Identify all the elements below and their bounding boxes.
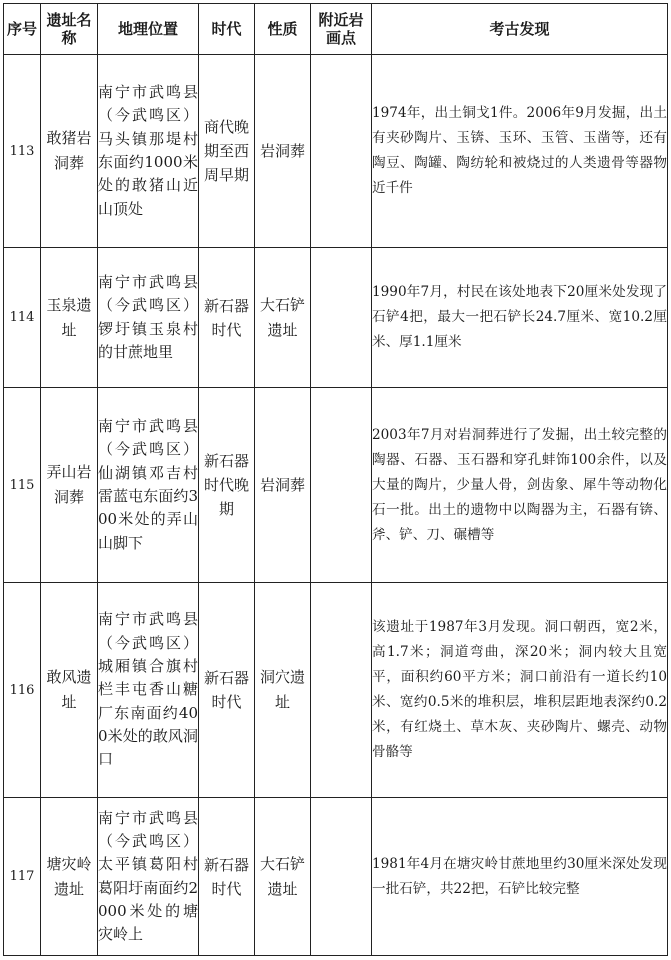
cell-no: 114 <box>4 248 41 388</box>
cell-nature: 大石铲遗址 <box>255 798 311 956</box>
table-row <box>4 388 668 583</box>
cell-rock-art <box>311 248 372 388</box>
header-location: 地理位置 <box>98 4 199 55</box>
table-row <box>4 55 668 248</box>
cell-no: 116 <box>4 583 41 798</box>
header-nature: 性质 <box>255 4 311 55</box>
header-site-name: 遗址名称 <box>41 4 98 55</box>
cell-location: 南宁市武鸣县（今武鸣区）马头镇那堤村东面约1000米处的敢猪山近山顶处 <box>98 55 199 248</box>
cell-no: 113 <box>4 55 41 248</box>
cell-site-name: 塘灾岭遗址 <box>41 798 98 956</box>
cell-nature: 岩洞葬 <box>255 388 311 583</box>
cell-rock-art <box>311 55 372 248</box>
cell-findings: 2003年7月对岩洞葬进行了发掘，出土较完整的陶器、石器、玉石器和穿孔蚌饰100余件，以及大量的陶片，少量人骨，剑齿象、犀牛等动物化石一批。出土的遗物中以陶器为主，石器有锛、斧、铲、刀、碾槽等 <box>372 388 668 583</box>
cell-nature: 岩洞葬 <box>255 55 311 248</box>
cell-findings: 1990年7月，村民在该处地表下20厘米处发现了石铲4把，最大一把石铲长24.7厘米、宽10.2厘米、厚1.1厘米 <box>372 248 668 388</box>
table-header <box>4 4 668 55</box>
cell-era: 新石器时代 <box>199 583 255 798</box>
header-findings: 考古发现 <box>372 4 668 55</box>
cell-location: 南宁市武鸣县（今武鸣区）城厢镇合旗村栏丰屯香山糖厂东南面约400米处的敢风洞口 <box>98 583 199 798</box>
cell-nature: 洞穴遗址 <box>255 583 311 798</box>
cell-rock-art <box>311 798 372 956</box>
cell-site-name: 弄山岩洞葬 <box>41 388 98 583</box>
header-row <box>4 4 668 55</box>
cell-rock-art <box>311 583 372 798</box>
cell-no: 115 <box>4 388 41 583</box>
table-row <box>4 583 668 798</box>
header-no: 序号 <box>4 4 41 55</box>
table-body <box>4 55 668 956</box>
cell-findings: 1981年4月在塘灾岭甘蔗地里约30厘米深处发现一批石铲，共22把，石铲比较完整 <box>372 798 668 956</box>
cell-site-name: 敢风遗址 <box>41 583 98 798</box>
header-rock-art: 附近岩画点 <box>311 4 372 55</box>
table-row <box>4 248 668 388</box>
cell-rock-art <box>311 388 372 583</box>
cell-era: 新石器时代 <box>199 248 255 388</box>
cell-site-name: 敢猪岩洞葬 <box>41 55 98 248</box>
cell-no: 117 <box>4 798 41 956</box>
archaeological-sites-table <box>3 3 668 956</box>
cell-era: 新石器时代 <box>199 798 255 956</box>
table-row <box>4 798 668 956</box>
header-era: 时代 <box>199 4 255 55</box>
cell-era: 新石器时代晚期 <box>199 388 255 583</box>
cell-nature: 大石铲遗址 <box>255 248 311 388</box>
cell-findings: 1974年，出土铜戈1件。2006年9月发掘，出土有夹砂陶片、玉锛、玉环、玉管、玉凿等，还有陶豆、陶罐、陶纺轮和被烧过的人类遗骨等器物近千件 <box>372 55 668 248</box>
cell-site-name: 玉泉遗址 <box>41 248 98 388</box>
cell-location: 南宁市武鸣县（今武鸣区）太平镇葛阳村葛阳圩南面约2000米处的塘灾岭上 <box>98 798 199 956</box>
cell-findings: 该遗址于1987年3月发现。洞口朝西，宽2米，高1.7米；洞道弯曲，深20米；洞内较大且宽平，面积约60平方米；洞口前沿有一道长约10米、宽约0.5米的堆积层，堆积层距地表深约0.2米，有红烧土、草木灰、夹砂陶片、螺壳、动物骨骼等 <box>372 583 668 798</box>
cell-location: 南宁市武鸣县（今武鸣区）仙湖镇邓吉村雷蓝屯东面约300米处的弄山山脚下 <box>98 388 199 583</box>
cell-era: 商代晚期至西周早期 <box>199 55 255 248</box>
cell-location: 南宁市武鸣县（今武鸣区）锣圩镇玉泉村的甘蔗地里 <box>98 248 199 388</box>
